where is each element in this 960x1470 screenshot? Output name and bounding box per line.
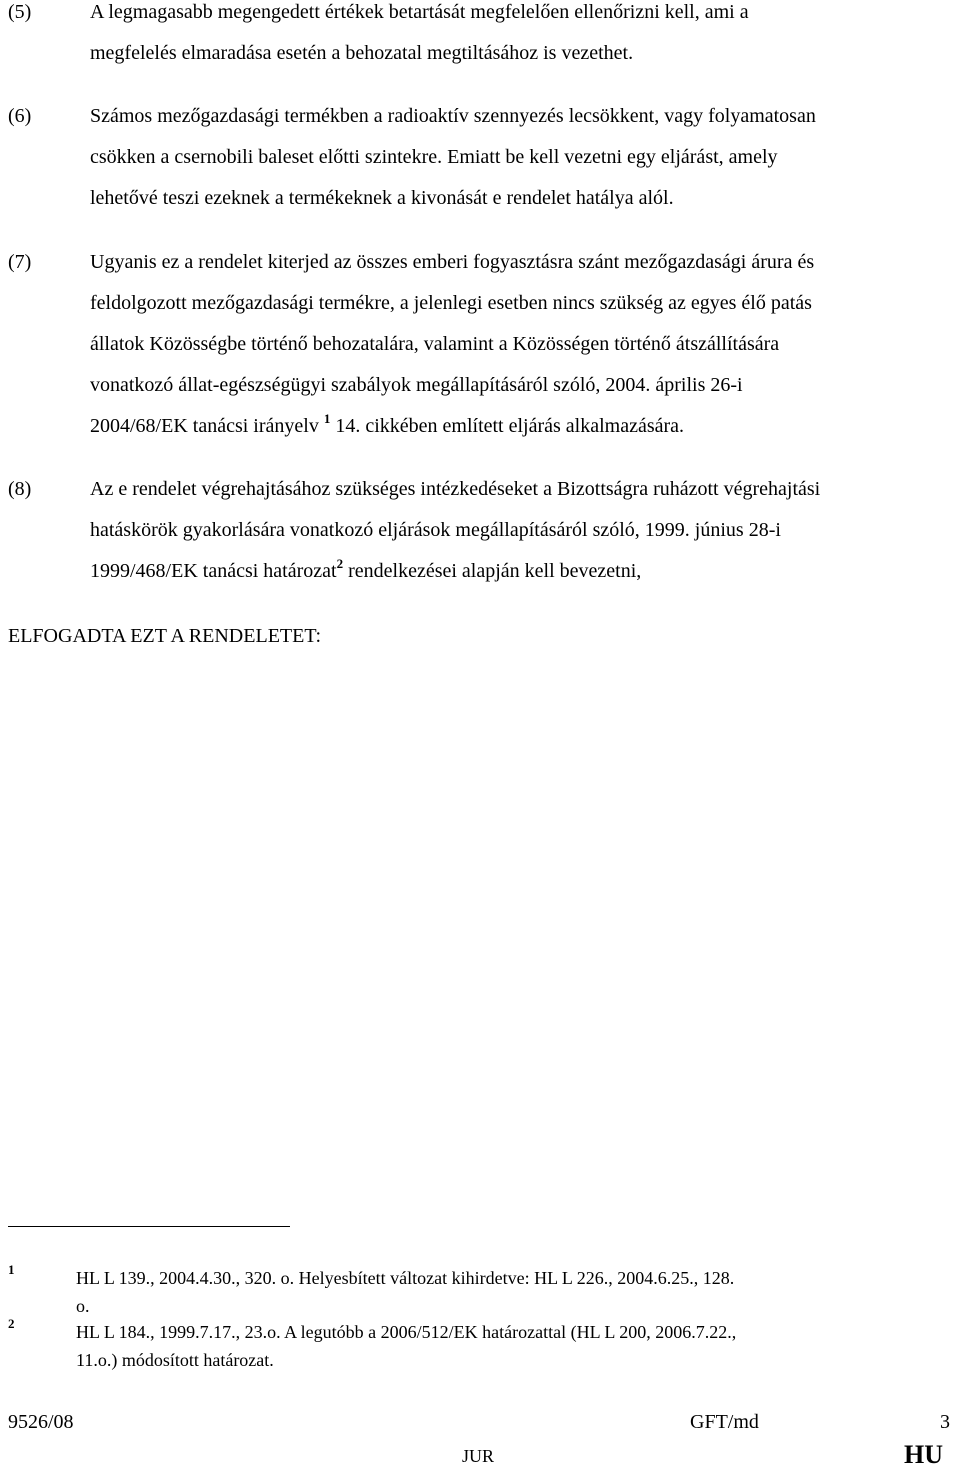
text-line: Számos mezőgazdasági termékben a radioaktív szennyezés lecsökkent, vagy folyamatosan <box>90 105 816 127</box>
text-line: vonatkozó állat-egészségügyi szabályok megállapításáról szóló, 2004. április 26-i <box>90 374 743 396</box>
recital-number: (7) <box>8 251 32 273</box>
recital-text <box>90 0 952 74</box>
text-line: Ugyanis ez a rendelet kiterjed az összes emberi fogyasztásra szánt mezőgazdasági árura és <box>90 251 815 273</box>
text-line: megfelelés elmaradása esetén a behozatal megtiltásához is vezethet. <box>90 42 634 64</box>
author-reference: GFT/md <box>690 1411 759 1433</box>
recital-number: (8) <box>8 478 32 500</box>
document-reference: 9526/08 <box>8 1411 74 1433</box>
adoption-formula: ELFOGADTA EZT A RENDELETET: <box>8 625 322 647</box>
text-fragment: 14. cikkében említett eljárás alkalmazására. <box>330 415 685 437</box>
text-line: HL L 139., 2004.4.30., 320. o. Helyesbített változat kihirdetve: HL L 226., 2004.6.25., 128. <box>76 1268 735 1288</box>
text-line: feldolgozott mezőgazdasági termékre, a jelenlegi esetben nincs szükség az egyes élő patás <box>90 292 812 314</box>
footnote-separator <box>8 1226 290 1227</box>
recital-text <box>90 242 952 447</box>
language-code: HU <box>904 1440 943 1469</box>
footnote-number: 2 <box>8 1316 15 1331</box>
footnote-ref-2: 2 <box>336 556 344 571</box>
text-fragment: 2004/68/EK tanácsi irányelv <box>90 415 324 437</box>
recital-number: (6) <box>8 105 32 127</box>
text-line: lehetővé teszi ezeknek a termékeknek a kivonását e rendelet hatálya alól. <box>90 187 674 209</box>
recital-text <box>90 469 952 592</box>
footnote-text <box>76 1318 956 1374</box>
text-fragment: rendelkezései alapján kell bevezetni, <box>343 560 642 582</box>
text-line: állatok Közösségbe történő behozatalára, valamint a Közösségen történő átszállítására <box>90 333 780 355</box>
text-line: HL L 184., 1999.7.17., 23.o. A legutóbb a 2006/512/EK határozattal (HL L 200, 2006.7.22., <box>76 1322 737 1342</box>
footnote-text <box>76 1264 956 1320</box>
department-code: JUR <box>462 1446 495 1466</box>
text-fragment: 1999/468/EK tanácsi határozat <box>90 560 337 582</box>
page-number: 3 <box>940 1411 950 1433</box>
text-line: csökken a csernobili baleset előtti szintekre. Emiatt be kell vezetni egy eljárást, amely <box>90 146 778 168</box>
text-line: Az e rendelet végrehajtásához szükséges intézkedéseket a Bizottságra ruházott végrehajtási <box>90 478 821 500</box>
footnote-number: 1 <box>8 1262 15 1277</box>
text-line-with-footnote <box>90 551 952 592</box>
text-line: A legmagasabb megengedett értékek betartását megfelelően ellenőrizni kell, ami a <box>90 1 749 23</box>
text-line-with-footnote <box>90 406 952 447</box>
recital-text <box>90 96 952 219</box>
text-line: hatáskörök gyakorlására vonatkozó eljárások megállapításáról szóló, 1999. június 28-i <box>90 519 781 541</box>
text-line: 11.o.) módosított határozat. <box>76 1350 274 1370</box>
footnote-ref-1: 1 <box>323 411 331 426</box>
recital-number: (5) <box>8 1 32 23</box>
text-line: o. <box>76 1296 90 1316</box>
